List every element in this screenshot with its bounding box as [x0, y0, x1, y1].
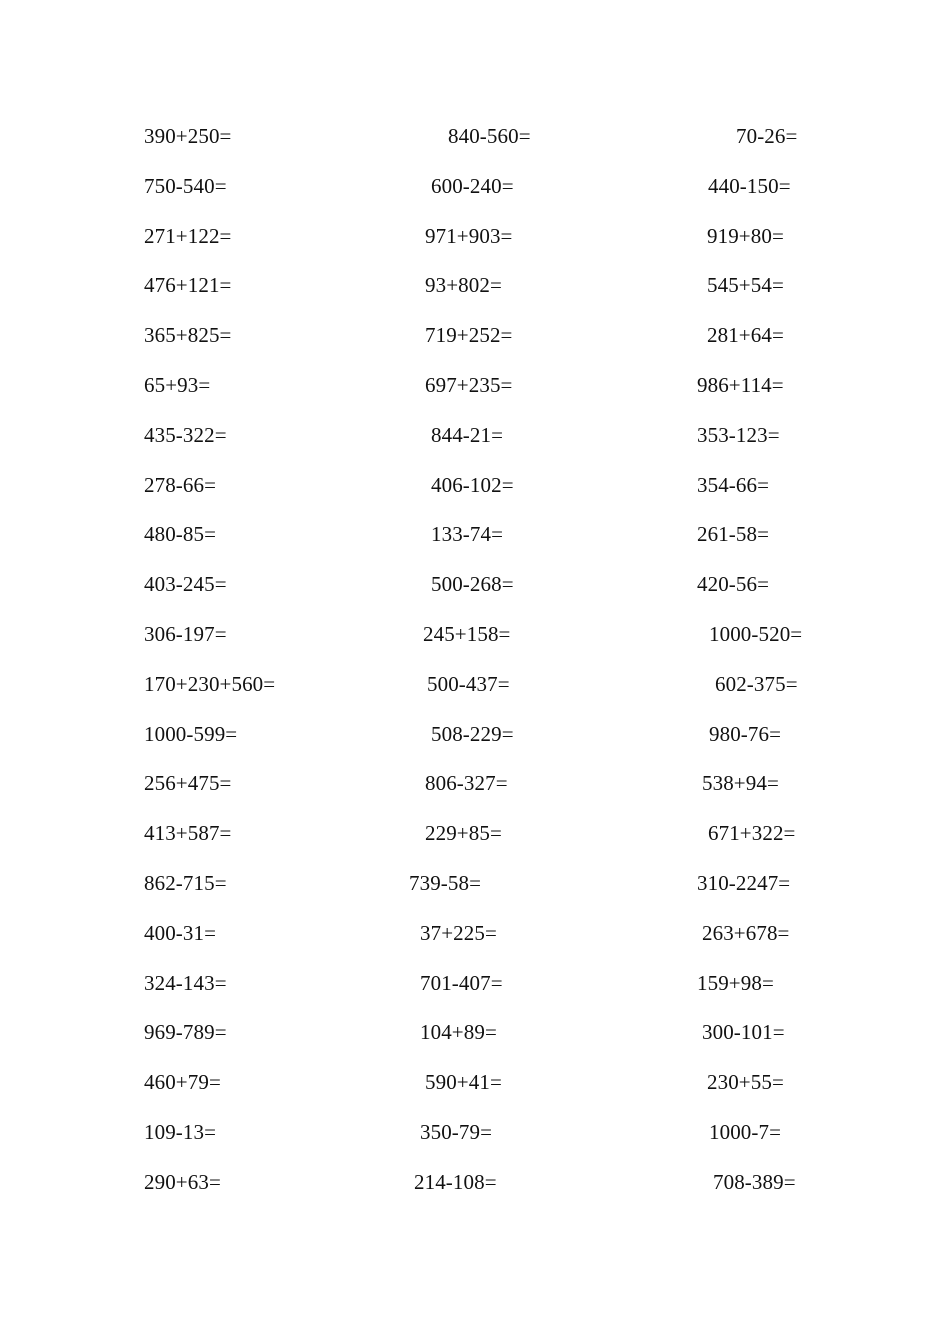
- arithmetic-problem: 133-74=: [431, 522, 504, 547]
- arithmetic-problem: 500-268=: [431, 572, 514, 597]
- arithmetic-problem: 708-389=: [713, 1169, 796, 1194]
- arithmetic-problem: 750-540=: [144, 173, 227, 198]
- arithmetic-problem: 310-2247=: [697, 871, 791, 895]
- arithmetic-problem: 245+158=: [423, 622, 511, 646]
- arithmetic-problem: 170+230+560=: [144, 671, 276, 696]
- arithmetic-problem: 365+825=: [144, 323, 232, 348]
- arithmetic-problem: 986+114=: [697, 373, 784, 397]
- problem-row: [0, 470, 950, 500]
- arithmetic-problem: 420-56=: [697, 572, 770, 597]
- problem-row: [0, 719, 950, 749]
- problem-row: [0, 1017, 950, 1047]
- arithmetic-problem: 508-229=: [431, 721, 514, 746]
- arithmetic-problem: 65+93=: [144, 373, 211, 397]
- arithmetic-problem: 1000-7=: [709, 1120, 782, 1144]
- problem-row: [0, 1167, 950, 1197]
- arithmetic-problem: 109-13=: [144, 1120, 217, 1144]
- problem-row: [0, 519, 950, 549]
- problem-row: [0, 569, 950, 599]
- arithmetic-problem: 590+41=: [425, 1070, 502, 1095]
- problem-row: [0, 669, 950, 699]
- arithmetic-problem: 271+122=: [144, 223, 232, 248]
- problem-row: [0, 619, 950, 649]
- arithmetic-problem: 390+250=: [144, 124, 232, 148]
- arithmetic-problem: 480-85=: [144, 522, 217, 547]
- arithmetic-problem: 37+225=: [420, 920, 497, 945]
- arithmetic-problem: 324-143=: [144, 970, 227, 995]
- problem-row: [0, 270, 950, 300]
- arithmetic-problem: 440-150=: [708, 173, 791, 198]
- arithmetic-problem: 406-102=: [431, 472, 514, 497]
- arithmetic-problem: 980-76=: [709, 721, 782, 746]
- arithmetic-problem: 261-58=: [697, 522, 770, 547]
- arithmetic-problem: 697+235=: [425, 373, 513, 397]
- arithmetic-problem: 353-123=: [697, 422, 780, 447]
- arithmetic-problem: 600-240=: [431, 173, 514, 198]
- arithmetic-problem: 435-322=: [144, 422, 227, 447]
- arithmetic-problem: 290+63=: [144, 1169, 221, 1194]
- problem-row: [0, 171, 950, 201]
- arithmetic-problem: 400-31=: [144, 920, 217, 945]
- arithmetic-problem: 719+252=: [425, 323, 513, 348]
- arithmetic-problem: 840-560=: [448, 124, 531, 148]
- arithmetic-problem: 350-79=: [420, 1120, 493, 1144]
- arithmetic-problem: 500-437=: [427, 671, 510, 696]
- arithmetic-problem: 278-66=: [144, 472, 217, 497]
- problem-row: [0, 918, 950, 948]
- arithmetic-problem: 545+54=: [707, 273, 784, 298]
- problem-row: [0, 320, 950, 350]
- arithmetic-problem: 104+89=: [420, 1020, 497, 1045]
- arithmetic-problem: 70-26=: [736, 124, 798, 148]
- arithmetic-problem: 476+121=: [144, 273, 232, 298]
- arithmetic-problem: 862-715=: [144, 871, 227, 895]
- arithmetic-problem: 602-375=: [715, 671, 798, 696]
- arithmetic-problem: 230+55=: [707, 1070, 784, 1095]
- arithmetic-problem: 671+322=: [708, 821, 796, 846]
- arithmetic-problem: 354-66=: [697, 472, 770, 497]
- arithmetic-problem: 159+98=: [697, 970, 774, 995]
- arithmetic-problem: 306-197=: [144, 622, 227, 646]
- problem-row: [0, 121, 950, 151]
- arithmetic-problem: 806-327=: [425, 771, 508, 796]
- problem-row: [0, 1117, 950, 1147]
- arithmetic-problem: 413+587=: [144, 821, 232, 846]
- arithmetic-problem: 919+80=: [707, 223, 784, 248]
- arithmetic-problem: 263+678=: [702, 920, 790, 945]
- arithmetic-problem: 403-245=: [144, 572, 227, 597]
- arithmetic-problem: 229+85=: [425, 821, 502, 846]
- arithmetic-problem: 844-21=: [431, 422, 504, 447]
- arithmetic-problem: 281+64=: [707, 323, 784, 348]
- problem-row: [0, 968, 950, 998]
- arithmetic-problem: 971+903=: [425, 223, 513, 248]
- arithmetic-problem: 1000-599=: [144, 721, 238, 746]
- arithmetic-problem: 256+475=: [144, 771, 232, 796]
- problem-row: [0, 1067, 950, 1097]
- problem-row: [0, 420, 950, 450]
- arithmetic-problem: 538+94=: [702, 771, 779, 796]
- arithmetic-problem: 701-407=: [420, 970, 503, 995]
- arithmetic-problem: 739-58=: [409, 871, 482, 895]
- problem-row: [0, 818, 950, 848]
- problem-row: [0, 221, 950, 251]
- problem-row: [0, 868, 950, 898]
- problem-row: [0, 768, 950, 798]
- arithmetic-problem: 214-108=: [414, 1169, 497, 1194]
- arithmetic-problem: 93+802=: [425, 273, 502, 298]
- arithmetic-problem: 969-789=: [144, 1020, 227, 1045]
- problem-row: [0, 370, 950, 400]
- arithmetic-problem: 460+79=: [144, 1070, 221, 1095]
- arithmetic-problem: 1000-520=: [709, 622, 803, 646]
- arithmetic-problem: 300-101=: [702, 1020, 785, 1045]
